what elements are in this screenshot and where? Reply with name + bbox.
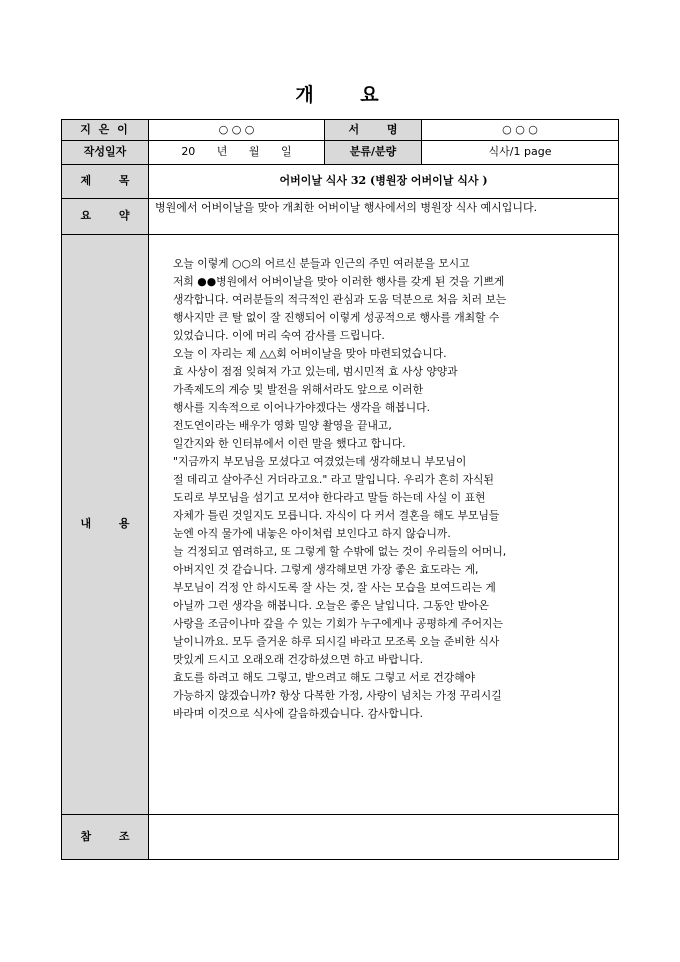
content-line: 자체가 틀린 것일지도 모릅니다. 자식이 다 커서 결혼을 해도 부모님들 <box>173 509 500 522</box>
date-row <box>62 141 619 165</box>
signature-value: ○ ○ ○ <box>422 120 619 141</box>
content-line: 사랑을 조금이나마 갚을 수 있는 기회가 누구에게나 공평하게 주어지는 <box>173 617 503 630</box>
summary-label: 요 약 <box>62 199 149 235</box>
title-value: 어버이날 식사 32 (병원장 어버이날 식사 ) <box>149 165 619 199</box>
date-label: 작성일자 <box>62 141 149 165</box>
author-row <box>62 120 619 141</box>
content-line: 날이니까요. 모두 즐거운 하루 되시길 바라고 모조록 오늘 준비한 식사 <box>173 635 500 648</box>
title-label: 제 목 <box>62 165 149 199</box>
content-line: 도리로 부모님을 섬기고 모셔야 한다라고 말들 하는데 사실 이 표현 <box>173 491 486 504</box>
content-lines <box>173 255 608 723</box>
content-line: 늘 걱정되고 염려하고, 또 그렇게 할 수밖에 없는 것이 우리들의 어머니, <box>173 545 507 558</box>
content-line: 행사를 지속적으로 이어나가야겠다는 생각을 해봅니다. <box>173 401 431 414</box>
content-row <box>62 235 619 815</box>
summary-value: 병원에서 어버이날을 맞아 개최한 어버이날 행사에서의 병원장 식사 예시입니다. <box>149 199 619 235</box>
reference-label: 참 조 <box>62 815 149 860</box>
document-title: 개 요 <box>295 84 385 106</box>
content-line: 가능하지 않겠습니까? 항상 다복한 가정, 사랑이 넘치는 가정 꾸리시길 <box>173 689 502 702</box>
content-line: 효 사상이 점점 잊혀져 가고 있는데, 범시민적 효 사상 양양과 <box>173 365 458 378</box>
content-line: 저희 ●●병원에서 어버이날을 맞아 이러한 행사를 갖게 된 것을 기쁘게 <box>173 275 505 288</box>
summary-form-table <box>61 119 619 860</box>
category-label: 분류/분량 <box>325 141 422 165</box>
content-line: "지금까지 부모님을 모셨다고 여겼었는데 생각해보니 부모님이 <box>173 455 467 468</box>
summary-row <box>62 199 619 235</box>
content-line: 전도연이라는 배우가 영화 밀양 촬영을 끝내고, <box>173 419 392 432</box>
content-line: 절 데리고 살아주신 거더라고요." 라고 말입니다. 우리가 흔히 자식된 <box>173 473 494 486</box>
author-label: 지 은 이 <box>62 120 149 141</box>
content-line: 가족제도의 계승 및 발전을 위해서라도 앞으로 이러한 <box>173 383 424 396</box>
content-line: 아닐까 그런 생각을 해봅니다. 오늘은 좋은 날입니다. 그동안 받아온 <box>173 599 489 612</box>
date-value: 20 년 월 일 <box>149 141 325 165</box>
content-line: 눈엔 아직 물가에 내놓은 아이처럼 보인다고 하지 않습니까. <box>173 527 451 540</box>
reference-value <box>149 815 619 860</box>
content-line: 효도를 하려고 해도 그렇고, 받으려고 해도 그렇고 서로 건강해야 <box>173 671 476 684</box>
content-line: 있었습니다. 이에 머리 숙여 감사를 드립니다. <box>173 329 385 342</box>
reference-row <box>62 815 619 860</box>
content-line: 바라며 이것으로 식사에 갈음하겠습니다. 감사합니다. <box>173 707 424 720</box>
content-line: 일간지와 한 인터뷰에서 이런 말을 했다고 합니다. <box>173 437 406 450</box>
title-row <box>62 165 619 199</box>
category-value: 식사/1 page <box>422 141 619 165</box>
signature-label: 서 명 <box>325 120 422 141</box>
content-label: 내 용 <box>62 235 149 815</box>
content-line: 행사지만 큰 탈 없이 잘 진행되어 이렇게 성공적으로 행사를 개최할 수 <box>173 311 500 324</box>
content-line: 아버지인 것 같습니다. 그렇게 생각해보면 가장 좋은 효도라는 게, <box>173 563 479 576</box>
content-body <box>149 235 619 815</box>
content-line: 오늘 이렇게 ○○의 어르신 분들과 인근의 주민 여러분을 모시고 <box>173 257 470 270</box>
content-line: 맛있게 드시고 오래오래 건강하셨으면 하고 바랍니다. <box>173 653 424 666</box>
content-line: 생각합니다. 여러분들의 적극적인 관심과 도움 덕분으로 처음 치러 보는 <box>173 293 507 306</box>
author-value: ○ ○ ○ <box>149 120 325 141</box>
content-line: 부모님이 걱정 안 하시도록 잘 사는 것, 잘 사는 모습을 보여드리는 게 <box>173 581 496 594</box>
content-line: 오늘 이 자리는 제 △△회 어버이날을 맞아 마련되었습니다. <box>173 347 447 360</box>
